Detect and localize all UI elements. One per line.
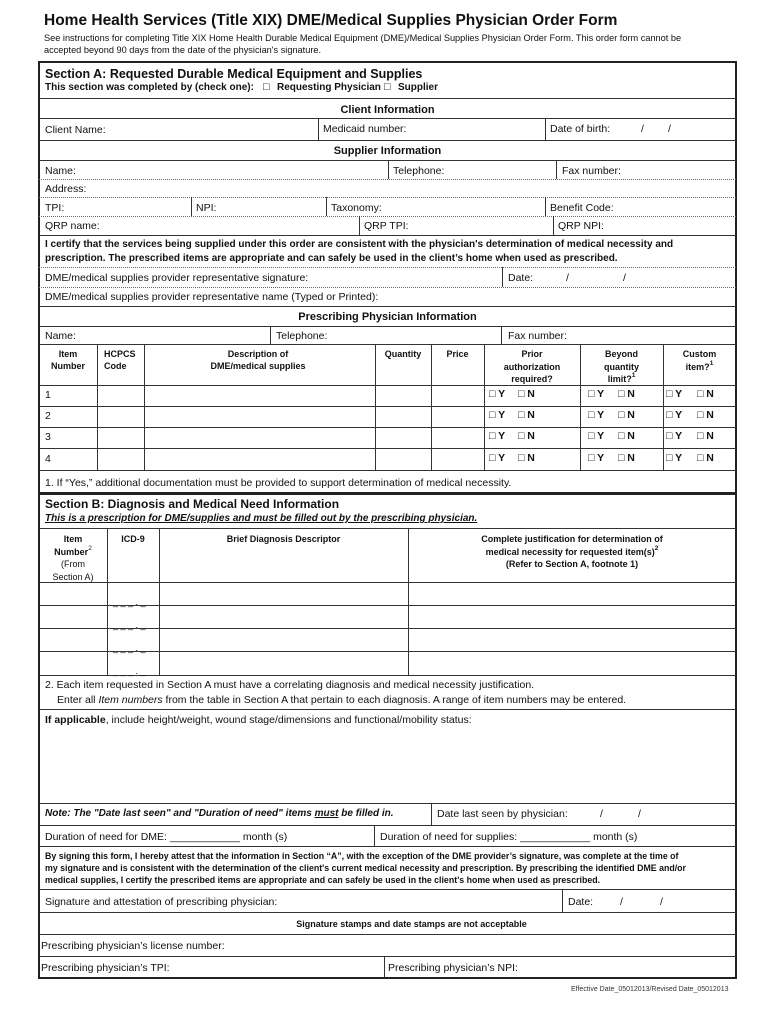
intro-line-1: See instructions for completing Title XIX Home Health Durable Medical Equipment (DME)/Medical Supplies Physician Order Form. This order form cannot be	[44, 33, 682, 43]
item-number: 2	[45, 410, 51, 422]
supplier-fax-field[interactable]: Fax number:	[562, 165, 621, 177]
custom-item-yes[interactable]: □ Y	[666, 388, 683, 400]
supplier-info-header: Supplier Information	[333, 145, 442, 157]
certify-line-2: prescription. The prescribed items are appropriate and can safely be used in the client’s home when used as prescribed.	[45, 253, 618, 264]
icd9-input-4[interactable]: _ _ _ . _	[113, 666, 146, 676]
section-b-subtitle: This is a prescription for DME/supplies and must be filled out by the prescribing physician.	[45, 513, 478, 524]
beyond-limit-yes[interactable]: □ Y	[588, 388, 605, 400]
sig-date-slash-2: /	[660, 896, 663, 908]
last-seen-slash-1: /	[600, 808, 603, 820]
section-b-title: Section B: Diagnosis and Medical Need Information	[45, 497, 340, 511]
physician-tpi-field[interactable]: Prescribing physician’s TPI:	[41, 962, 170, 974]
physician-info-header: Prescribing Physician Information	[298, 311, 477, 323]
b-col-item-number: Item Number$^2$ (From Section A)	[52, 534, 94, 582]
prior-auth-yes[interactable]: □ Y	[489, 388, 506, 400]
sig-date-slash-1: /	[620, 896, 623, 908]
prior-auth-yes[interactable]: □ Y	[489, 452, 506, 464]
form-title: Home Health Services (Title XIX) DME/Medical Supplies Physician Order Form	[44, 12, 618, 29]
beyond-limit-yes[interactable]: □ Y	[588, 430, 605, 442]
col-beyond-quantity: Beyond quantity limit?$^1$	[604, 349, 639, 384]
item-number: 4	[45, 453, 51, 465]
last-seen-slash-2: /	[638, 808, 641, 820]
prior-auth-yes[interactable]: □ Y	[489, 409, 506, 421]
item-number: 3	[45, 431, 51, 443]
beyond-limit-no[interactable]: □ N	[618, 409, 635, 421]
icd9-input-3[interactable]: _ _ _ . _	[113, 643, 146, 653]
col-price: Price	[446, 349, 469, 359]
prior-auth-no[interactable]: □ N	[518, 430, 535, 442]
custom-item-yes[interactable]: □ Y	[666, 409, 683, 421]
beyond-limit-yes[interactable]: □ Y	[588, 452, 605, 464]
col-quantity: Quantity	[384, 349, 422, 359]
col-hcpcs: HCPCS Code	[104, 349, 136, 371]
attestation-line-3: medical supplies, I certify the prescribed items are appropriate and can safely be used in the client’s home when used as prescribed.	[45, 875, 601, 885]
duration-dme-field[interactable]: Duration of need for DME: ____________ month (s)	[45, 831, 288, 843]
client-info-header: Client Information	[340, 104, 435, 116]
col-item-number: Item Number	[50, 349, 85, 371]
b-col-diagnosis: Brief Diagnosis Descriptor	[226, 534, 341, 544]
rep-signature-field[interactable]: DME/medical supplies provider representative signature:	[45, 272, 309, 284]
supplier-telephone-field[interactable]: Telephone:	[393, 165, 445, 177]
qrp-npi-field[interactable]: QRP NPI:	[558, 220, 604, 232]
qrp-tpi-field[interactable]: QRP TPI:	[364, 220, 409, 232]
functional-status-input[interactable]	[45, 728, 730, 802]
physician-license-field[interactable]: Prescribing physician’s license number:	[41, 940, 225, 952]
if-applicable-label: If applicable, include height/weight, wound stage/dimensions and functional/mobility status:	[45, 714, 472, 726]
duration-supplies-field[interactable]: Duration of need for supplies: ____________ month (s)	[380, 831, 638, 843]
qrp-name-field[interactable]: QRP name:	[45, 220, 100, 232]
date-of-birth-field[interactable]: Date of birth:	[550, 123, 611, 135]
date-last-seen-field[interactable]: Date last seen by physician:	[437, 808, 568, 820]
physician-name-field[interactable]: Name:	[45, 330, 76, 342]
client-name-field[interactable]: Client Name:	[45, 124, 106, 136]
section-b-note-2-line-2: Enter all Item numbers from the table in Section A that pertain to each diagnosis. A range of item numbers may be entered.	[57, 694, 627, 706]
physician-fax-field[interactable]: Fax number:	[508, 330, 567, 342]
prior-auth-no[interactable]: □ N	[518, 409, 535, 421]
physician-telephone-field[interactable]: Telephone:	[276, 330, 328, 342]
custom-item-no[interactable]: □ N	[697, 430, 714, 442]
medicaid-number-field[interactable]: Medicaid number:	[323, 123, 407, 135]
stamps-not-acceptable-note: Signature stamps and date stamps are not acceptable	[296, 919, 527, 929]
supplier-name-field[interactable]: Name:	[45, 165, 76, 177]
section-a-title: Section A: Requested Durable Medical Equipment and Supplies	[45, 67, 423, 81]
prior-auth-no[interactable]: □ N	[518, 452, 535, 464]
icd9-input-2[interactable]: _ _ _ . _	[113, 620, 146, 630]
physician-signature-field[interactable]: Signature and attestation of prescribing physician:	[45, 896, 278, 908]
date-duration-note: Note: The "Date last seen" and "Duration of need" items must be filled in.	[45, 808, 394, 819]
requesting-physician-label: Requesting Physician	[277, 82, 381, 93]
b-col-justification: Complete justification for determination of medical necessity for requested $item(s)^2$ (Refer to Section A, footnote 1)	[481, 534, 663, 569]
rep-name-field[interactable]: DME/medical supplies provider representative name (Typed or Printed):	[45, 291, 379, 303]
item-number: 1	[45, 389, 51, 401]
beyond-limit-no[interactable]: □ N	[618, 388, 635, 400]
custom-item-no[interactable]: □ N	[697, 409, 714, 421]
beyond-limit-no[interactable]: □ N	[618, 430, 635, 442]
icd9-input-1[interactable]: _ _ _ . _	[113, 597, 146, 607]
item-row-1	[39, 385, 736, 406]
attestation-line-2: my signature and is consistent with the determination of the client's current medical necessity and prescription. By prescribing the identified DME and/or	[45, 863, 686, 873]
rep-date-field[interactable]: Date:	[508, 272, 534, 284]
beyond-limit-no[interactable]: □ N	[618, 452, 635, 464]
attestation-line-1: By signing this form, I hereby attest that the information in Section “A”, with the exception of the DME provider’s signature, was complete at the time of	[45, 851, 679, 861]
prior-auth-no[interactable]: □ N	[518, 388, 535, 400]
col-prior-authorization: Prior authorization required?	[503, 349, 561, 384]
custom-item-no[interactable]: □ N	[697, 388, 714, 400]
item-row-4	[39, 448, 736, 470]
custom-item-no[interactable]: □ N	[697, 452, 714, 464]
supplier-npi-field[interactable]: NPI:	[196, 202, 217, 214]
supplier-label: Supplier	[398, 82, 439, 93]
supplier-taxonomy-field[interactable]: Taxonomy:	[331, 202, 382, 214]
dob-slash-2: /	[668, 123, 671, 135]
dob-slash-1: /	[641, 123, 644, 135]
completed-by-label: This section was completed by (check one):	[45, 82, 254, 93]
supplier-benefit-code-field[interactable]: Benefit Code:	[550, 202, 614, 214]
b-col-icd9: ICD-9	[121, 534, 145, 544]
physician-signature-date-field[interactable]: Date:	[568, 896, 594, 908]
col-custom-item: Custom item?$^1$	[682, 349, 717, 372]
supplier-address-field[interactable]: Address:	[45, 183, 87, 195]
custom-item-yes[interactable]: □ Y	[666, 430, 683, 442]
section-a-footnote: 1. If “Yes,” additional documentation must be provided to support determination of medical necessity.	[45, 477, 512, 489]
supplier-checkbox[interactable]: □	[384, 81, 391, 93]
rep-date-slash-2: /	[623, 272, 626, 284]
supplier-tpi-field[interactable]: TPI:	[45, 202, 65, 214]
physician-npi-field[interactable]: Prescribing physician’s NPI:	[388, 962, 518, 974]
custom-item-yes[interactable]: □ Y	[666, 452, 683, 464]
effective-date-footer: Effective Date_05012013/Revised Date_05012013	[571, 986, 729, 993]
prior-auth-yes[interactable]: □ Y	[489, 430, 506, 442]
requesting-physician-checkbox[interactable]: □	[263, 81, 270, 93]
item-row-3	[39, 427, 736, 448]
rep-date-slash-1: /	[566, 272, 569, 284]
section-b-note-2-line-1: 2. Each item requested in Section A must have a correlating diagnosis and medical necessity justification.	[45, 679, 535, 691]
item-row-2	[39, 406, 736, 427]
beyond-limit-yes[interactable]: □ Y	[588, 409, 605, 421]
certify-line-1: I certify that the services being supplied under this order are consistent with the physician's determination of medical necessity and	[45, 239, 674, 250]
col-description: Description of DME/medical supplies	[210, 349, 306, 371]
intro-line-2: accepted beyond 90 days from the date of the physician's signature.	[44, 45, 322, 55]
